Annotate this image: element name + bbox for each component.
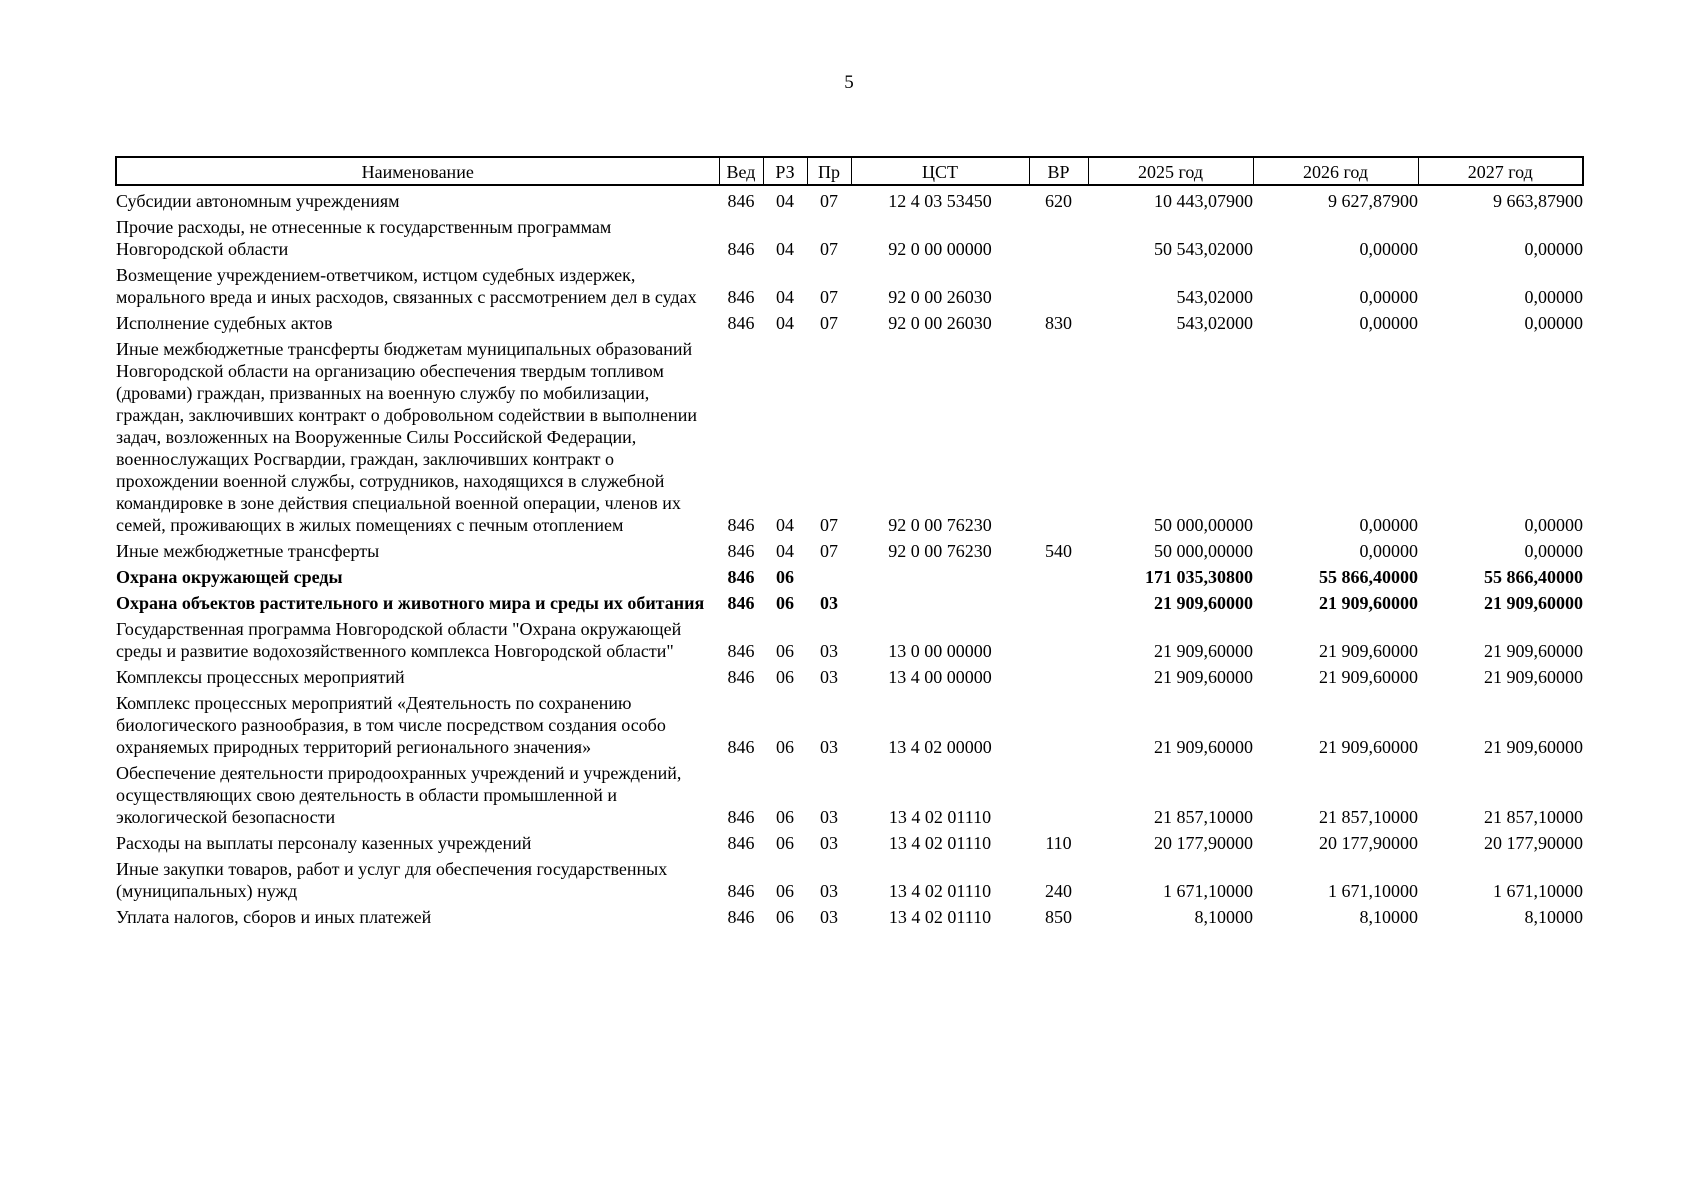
cell-2027: 0,00000 [1524, 313, 1583, 333]
cell-2027: 21 909,60000 [1484, 667, 1583, 687]
cell-cst: 13 4 02 01110 [888, 833, 992, 853]
cell-ved: 846 [727, 833, 755, 853]
header-vr: ВР [1029, 157, 1088, 185]
table-row [116, 264, 1583, 312]
cell-cst: 92 0 00 26030 [888, 287, 992, 307]
cell-name: Уплата налогов, сборов и иных платежей [116, 907, 432, 927]
cell-name: Комплексы процессных мероприятий [116, 667, 405, 687]
cell-rz: 06 [776, 593, 794, 613]
cell-rz: 04 [776, 541, 794, 561]
cell-cst: 13 4 02 00000 [888, 737, 992, 757]
cell-ved: 846 [727, 287, 755, 307]
cell-rz: 04 [776, 515, 794, 535]
cell-vr: 830 [1045, 313, 1072, 333]
table-row [116, 692, 1583, 762]
cell-2025: 8,10000 [1194, 907, 1253, 927]
cell-name: Государственная программа Новгородской области "Охрана окружающей среды и развитие водохозяйственного комплекса Новгородской области" [116, 619, 682, 661]
cell-2027: 0,00000 [1524, 287, 1583, 307]
cell-pr: 03 [820, 881, 838, 901]
cell-pr: 07 [820, 191, 838, 211]
page-number: 5 [844, 72, 854, 93]
table-row [116, 832, 1583, 858]
cell-rz: 06 [776, 737, 794, 757]
cell-2027: 21 909,60000 [1484, 641, 1583, 661]
cell-2027: 0,00000 [1524, 239, 1583, 259]
cell-rz: 04 [776, 287, 794, 307]
cell-2026: 21 909,60000 [1319, 641, 1418, 661]
cell-cst: 13 0 00 00000 [888, 641, 992, 661]
cell-2025: 543,02000 [1176, 287, 1253, 307]
cell-rz: 06 [776, 667, 794, 687]
table-row [116, 592, 1583, 618]
header-ved: Вед [719, 157, 763, 185]
cell-cst: 92 0 00 76230 [888, 541, 992, 561]
cell-name: Обеспечение деятельности природоохранных учреждений и учреждений, осуществляющих свою деятельность в области промышленной и экологической безопасности [116, 763, 682, 827]
cell-cst: 92 0 00 00000 [888, 239, 992, 259]
cell-name: Субсидии автономным учреждениям [116, 191, 400, 211]
header-cst: ЦСТ [851, 157, 1029, 185]
cell-vr [1029, 216, 1088, 264]
cell-name: Расходы на выплаты персоналу казенных учреждений [116, 833, 532, 853]
table-row [116, 618, 1583, 666]
cell-vr [1029, 592, 1088, 618]
cell-cst: 13 4 02 01110 [888, 881, 992, 901]
cell-2026: 21 909,60000 [1319, 667, 1418, 687]
cell-2025: 21 909,60000 [1154, 593, 1253, 613]
cell-pr: 03 [820, 833, 838, 853]
cell-2026: 55 866,40000 [1319, 567, 1418, 587]
cell-2026: 9 627,87900 [1328, 191, 1418, 211]
cell-ved: 846 [727, 567, 755, 587]
cell-pr: 07 [820, 239, 838, 259]
table-row [116, 185, 1583, 216]
cell-ved: 846 [727, 593, 755, 613]
cell-vr: 850 [1045, 907, 1072, 927]
cell-pr: 07 [820, 515, 838, 535]
cell-name: Иные закупки товаров, работ и услуг для обеспечения государственных (муниципальных) нужд [116, 859, 668, 901]
cell-vr [1029, 666, 1088, 692]
cell-vr [1029, 692, 1088, 762]
table-row [116, 762, 1583, 832]
cell-2027: 21 857,10000 [1484, 807, 1583, 827]
cell-2027: 8,10000 [1524, 907, 1583, 927]
header-rz: РЗ [763, 157, 807, 185]
budget-table [115, 156, 1584, 932]
cell-pr: 03 [820, 737, 838, 757]
cell-name: Иные межбюджетные трансферты бюджетам муниципальных образований Новгородской области на организацию обеспечения твердым топливом (дровами) граждан, призванных на военную службу по мобилизации, граждан, заключивших контракт о добровольном содействии в выполнении задач, возложенных на Вооруженные Силы Российской Федерации, военнослужащих Росгвардии, граждан, заключивших контракт о прохождении военной службы, сотрудников, находящихся в служебной командировке в зоне действия специальной военной операции, членов их семей, проживающих в жилых помещениях с печным отоплением [116, 339, 697, 535]
cell-ved: 846 [727, 737, 755, 757]
cell-vr [1029, 566, 1088, 592]
cell-2025: 50 543,02000 [1154, 239, 1253, 259]
cell-2025: 21 909,60000 [1154, 737, 1253, 757]
cell-cst: 92 0 00 26030 [888, 313, 992, 333]
cell-2027: 21 909,60000 [1484, 737, 1583, 757]
cell-pr: 03 [820, 593, 838, 613]
cell-ved: 846 [727, 239, 755, 259]
header-pr: Пр [807, 157, 851, 185]
cell-2026: 0,00000 [1359, 541, 1418, 561]
cell-ved: 846 [727, 907, 755, 927]
cell-2026: 20 177,90000 [1319, 833, 1418, 853]
cell-2026: 8,10000 [1359, 907, 1418, 927]
table-row [116, 312, 1583, 338]
cell-vr [1029, 264, 1088, 312]
cell-ved: 846 [727, 313, 755, 333]
cell-vr: 240 [1045, 881, 1072, 901]
cell-cst: 13 4 02 01110 [888, 907, 992, 927]
cell-pr: 07 [820, 287, 838, 307]
cell-pr: 03 [820, 667, 838, 687]
cell-2026: 0,00000 [1359, 287, 1418, 307]
cell-pr: 07 [820, 313, 838, 333]
cell-ved: 846 [727, 515, 755, 535]
cell-2025: 21 857,10000 [1154, 807, 1253, 827]
cell-name: Охрана окружающей среды [116, 567, 343, 587]
cell-pr: 03 [820, 907, 838, 927]
cell-vr: 540 [1045, 541, 1072, 561]
cell-vr: 110 [1045, 833, 1072, 853]
cell-pr: 07 [820, 541, 838, 561]
cell-rz: 06 [776, 567, 794, 587]
cell-rz: 04 [776, 239, 794, 259]
cell-ved: 846 [727, 641, 755, 661]
cell-2025: 543,02000 [1176, 313, 1253, 333]
cell-cst: 12 4 03 53450 [888, 191, 992, 211]
cell-2025: 50 000,00000 [1154, 515, 1253, 535]
cell-2027: 1 671,10000 [1493, 881, 1583, 901]
cell-rz: 06 [776, 641, 794, 661]
table-body [116, 185, 1583, 932]
table-row [116, 858, 1583, 906]
cell-vr [1029, 762, 1088, 832]
header-2026: 2026 год [1253, 157, 1418, 185]
cell-2026: 0,00000 [1359, 313, 1418, 333]
cell-rz: 06 [776, 881, 794, 901]
cell-name: Комплекс процессных мероприятий «Деятельность по сохранению биологического разнообразия, в том числе посредством создания особо охраняемых природных территорий регионального значения» [116, 693, 666, 757]
table-row [116, 906, 1583, 932]
cell-vr: 620 [1045, 191, 1072, 211]
cell-ved: 846 [727, 541, 755, 561]
cell-rz: 06 [776, 833, 794, 853]
cell-rz: 04 [776, 313, 794, 333]
cell-2025: 171 035,30800 [1145, 567, 1253, 587]
cell-2026: 21 909,60000 [1319, 737, 1418, 757]
table-row [116, 666, 1583, 692]
cell-2027: 20 177,90000 [1484, 833, 1583, 853]
table-header-row [116, 157, 1583, 185]
cell-vr [1029, 618, 1088, 666]
cell-name: Возмещение учреждением-ответчиком, истцом судебных издержек, морального вреда и иных расходов, связанных с рассмотрением дел в судах [116, 265, 697, 307]
cell-pr: 03 [820, 807, 838, 827]
cell-pr [807, 566, 851, 592]
cell-name: Прочие расходы, не отнесенные к государственным программам Новгородской области [116, 217, 612, 259]
table-row [116, 216, 1583, 264]
table-row [116, 338, 1583, 540]
header-2027: 2027 год [1418, 157, 1583, 185]
header-2025: 2025 год [1088, 157, 1253, 185]
cell-ved: 846 [727, 667, 755, 687]
cell-ved: 846 [727, 807, 755, 827]
cell-vr [1029, 338, 1088, 540]
cell-2025: 21 909,60000 [1154, 667, 1253, 687]
cell-name: Охрана объектов растительного и животного мира и среды их обитания [116, 593, 705, 613]
cell-cst [851, 566, 1029, 592]
cell-name: Иные межбюджетные трансферты [116, 541, 380, 561]
cell-2026: 0,00000 [1359, 515, 1418, 535]
cell-2025: 50 000,00000 [1154, 541, 1253, 561]
table-row [116, 540, 1583, 566]
cell-2025: 1 671,10000 [1163, 881, 1253, 901]
cell-2027: 0,00000 [1524, 515, 1583, 535]
cell-2027: 55 866,40000 [1484, 567, 1583, 587]
cell-2025: 21 909,60000 [1154, 641, 1253, 661]
header-name: Наименование [116, 157, 719, 185]
cell-2026: 1 671,10000 [1328, 881, 1418, 901]
cell-2026: 21 909,60000 [1319, 593, 1418, 613]
cell-2027: 21 909,60000 [1484, 593, 1583, 613]
cell-ved: 846 [727, 191, 755, 211]
cell-2027: 0,00000 [1524, 541, 1583, 561]
cell-rz: 06 [776, 907, 794, 927]
cell-name: Исполнение судебных актов [116, 313, 333, 333]
cell-rz: 06 [776, 807, 794, 827]
cell-ved: 846 [727, 881, 755, 901]
cell-cst [851, 592, 1029, 618]
cell-2027: 9 663,87900 [1493, 191, 1583, 211]
cell-cst: 13 4 00 00000 [888, 667, 992, 687]
cell-2025: 10 443,07900 [1154, 191, 1253, 211]
cell-2026: 21 857,10000 [1319, 807, 1418, 827]
cell-2026: 0,00000 [1359, 239, 1418, 259]
cell-pr: 03 [820, 641, 838, 661]
cell-cst: 13 4 02 01110 [888, 807, 992, 827]
cell-cst: 92 0 00 76230 [888, 515, 992, 535]
table-row [116, 566, 1583, 592]
cell-2025: 20 177,90000 [1154, 833, 1253, 853]
cell-rz: 04 [776, 191, 794, 211]
